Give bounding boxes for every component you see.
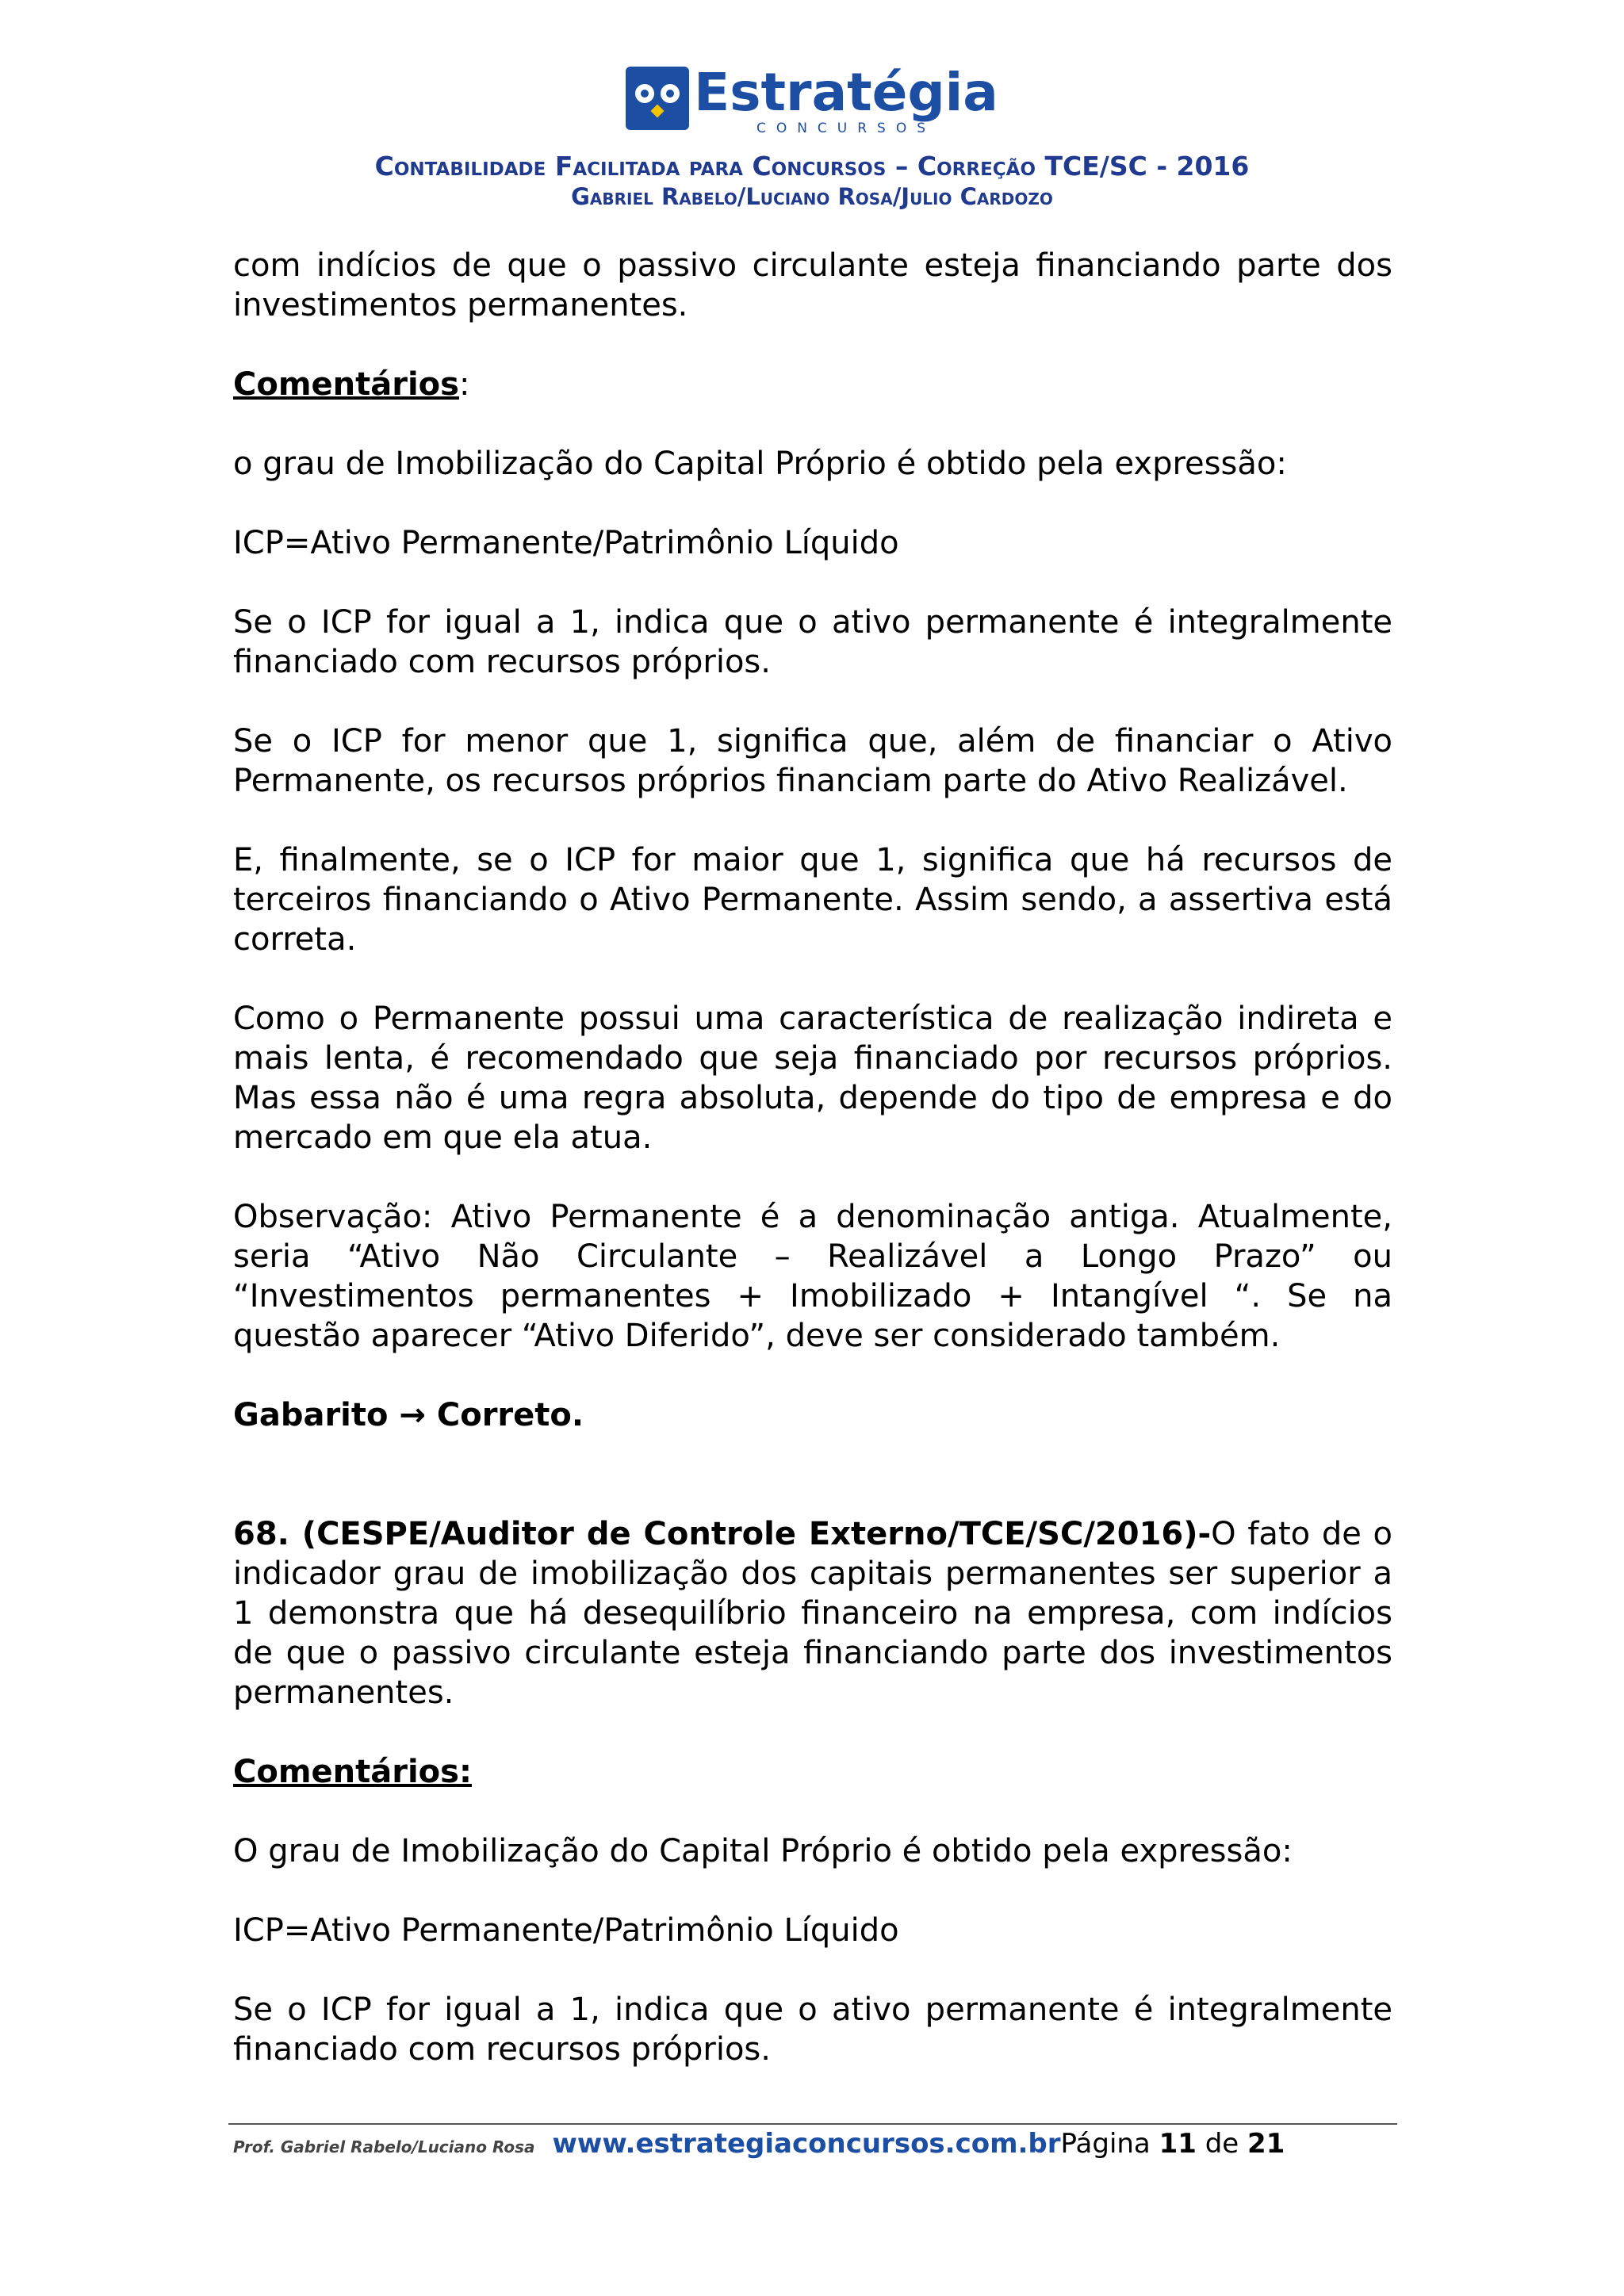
question-68-text: O fato de o indicador grau de imobilização dos capitais permanentes ser superior a 1 demonstra que há desequilíbrio financeiro na empresa, com indícios de que o passivo circulante esteja financiando parte dos investimentos permanentes. <box>233 1516 1393 1711</box>
page-footer <box>233 2128 1392 2160</box>
paragraph: o grau de Imobilização do Capital Próprio é obtido pela expressão: <box>233 446 1287 482</box>
document-authors: Gabriel Rabelo/Luciano Rosa/Julio Cardozo <box>571 183 1053 210</box>
paragraph: Como o Permanente possui uma característica de realização indireta e mais lenta, é recomendado que seja financiado por recursos próprios. Mas essa não é uma regra absoluta, depende do tipo de empresa e do mercado em que ela atua. <box>233 1001 1392 1156</box>
formula: ICP=Ativo Permanente/Patrimônio Líquido <box>233 1912 899 1949</box>
owl-logo-icon <box>626 67 689 130</box>
logo-wordmark: Estratégia <box>694 62 998 123</box>
page-header <box>0 62 1624 210</box>
paragraph: com indícios de que o passivo circulante esteja financiando parte dos investimentos permanentes. <box>233 247 1392 323</box>
page-content <box>233 246 1392 2069</box>
paragraph: Se o ICP for igual a 1, indica que o ativo permanente é integralmente financiado com recursos próprios. <box>233 1992 1392 2068</box>
comentarios-label: Comentários <box>233 366 459 403</box>
comentarios-heading <box>233 1752 1392 1792</box>
logo <box>0 62 1624 136</box>
paragraph: O grau de Imobilização do Capital Próprio é obtido pela expressão: <box>233 1833 1293 1869</box>
document-title: Contabilidade Facilitada para Concursos – Correção TCE/SC - 2016 <box>374 151 1250 182</box>
comentarios-label: Comentários: <box>233 1754 472 1790</box>
question-68-heading: 68. (CESPE/Auditor de Controle Externo/TCE/SC/2016)- <box>233 1516 1212 1552</box>
paragraph: Se o ICP for igual a 1, indica que o ativo permanente é integralmente financiado com recursos próprios. <box>233 604 1392 680</box>
logo-subtitle: CONCURSOS <box>756 121 936 136</box>
page-number: Página 11 de 21 <box>1060 2128 1285 2160</box>
footer-url-link[interactable]: www.estrategiaconcursos.com.br <box>552 2128 1061 2160</box>
gabarito: Gabarito → Correto. <box>233 1397 584 1433</box>
paragraph: E, finalmente, se o ICP for maior que 1, significa que há recursos de terceiros financiando o Ativo Permanente. Assim sendo, a assertiva está correta. <box>233 842 1392 958</box>
comentarios-heading: Comentários: <box>233 366 470 403</box>
formula: ICP=Ativo Permanente/Patrimônio Líquido <box>233 525 899 561</box>
footer-author: Prof. Gabriel Rabelo/Luciano Rosa <box>233 2137 535 2156</box>
footer-divider <box>228 2123 1397 2125</box>
question-68 <box>233 1514 1392 1712</box>
paragraph: Se o ICP for menor que 1, significa que, além de financiar o Ativo Permanente, os recursos próprios financiam parte do Ativo Realizável. <box>233 723 1392 799</box>
paragraph: Observação: Ativo Permanente é a denominação antiga. Atualmente, seria “Ativo Não Circulante – Realizável a Longo Prazo” ou “Investimentos permanentes + Imobilizado + Intangível “. Se na questão aparecer “Ativo Diferido”, deve ser considerado também. <box>233 1199 1392 1354</box>
